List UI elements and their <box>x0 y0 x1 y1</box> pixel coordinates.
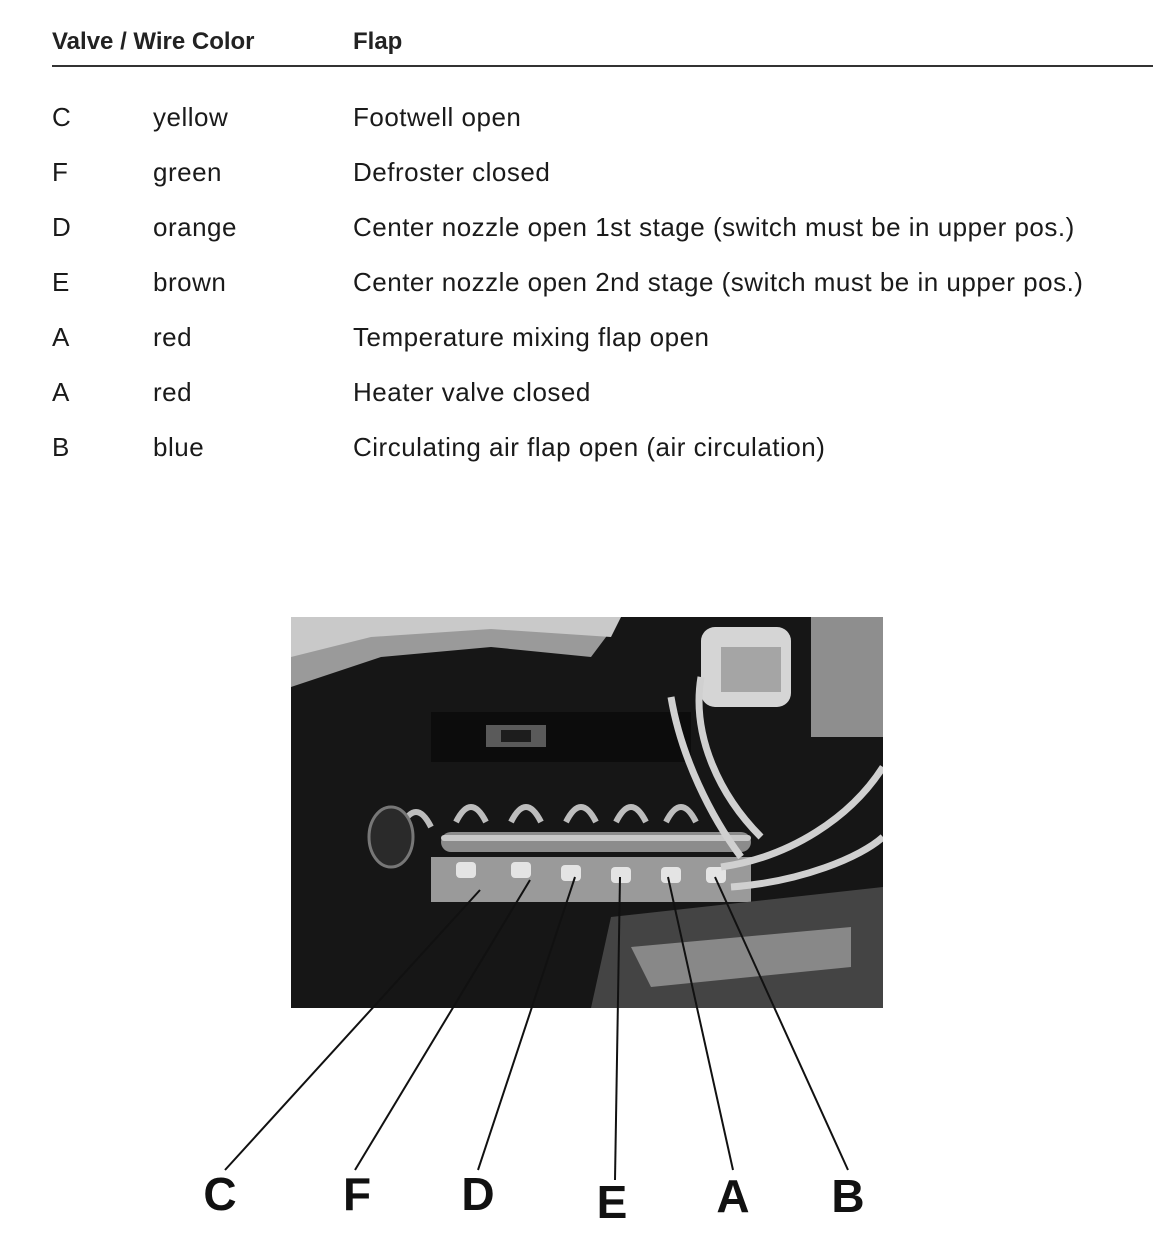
valve-cell: A <box>52 322 70 352</box>
valve-cell: F <box>52 157 69 187</box>
wire-color-cell: yellow <box>153 102 229 132</box>
leader-line-d <box>478 877 575 1170</box>
callout-label-d: D <box>461 1168 495 1220</box>
leader-line-e <box>615 877 620 1180</box>
header-flap: Flap <box>353 28 403 55</box>
valve-cell: E <box>52 267 70 297</box>
valve-cell: A <box>52 377 70 407</box>
wire-color-cell: green <box>153 157 222 187</box>
leader-line-a <box>668 877 733 1170</box>
valve-cell: D <box>52 212 72 242</box>
wire-color-cell: blue <box>153 432 205 462</box>
wire-color-cell: red <box>153 322 193 352</box>
flap-cell: Defroster closed <box>353 157 551 187</box>
flap-cell: Heater valve closed <box>353 377 591 407</box>
callout-label-e: E <box>596 1176 628 1228</box>
callout-label-a: A <box>716 1170 750 1222</box>
wire-color-cell: red <box>153 377 193 407</box>
callout-label-b: B <box>831 1170 865 1222</box>
header-valve-wire-color: Valve / Wire Color <box>52 28 255 55</box>
leader-line-b <box>715 877 848 1170</box>
leader-line-f <box>355 880 530 1170</box>
flap-cell: Circulating air flap open (air circulation) <box>353 432 826 462</box>
flap-cell: Footwell open <box>353 102 522 132</box>
valve-cell: B <box>52 432 70 462</box>
callout-label-f: F <box>342 1168 372 1220</box>
wire-color-cell: brown <box>153 267 227 297</box>
valve-cell: C <box>52 102 72 132</box>
wire-color-cell: orange <box>153 212 237 242</box>
leader-line-c <box>225 890 480 1170</box>
flap-cell: Center nozzle open 1st stage (switch must be in upper pos.) <box>353 212 1075 242</box>
flap-cell: Center nozzle open 2nd stage (switch must be in upper pos.) <box>353 267 1084 297</box>
flap-cell: Temperature mixing flap open <box>353 322 710 352</box>
callout-label-c: C <box>203 1168 237 1220</box>
